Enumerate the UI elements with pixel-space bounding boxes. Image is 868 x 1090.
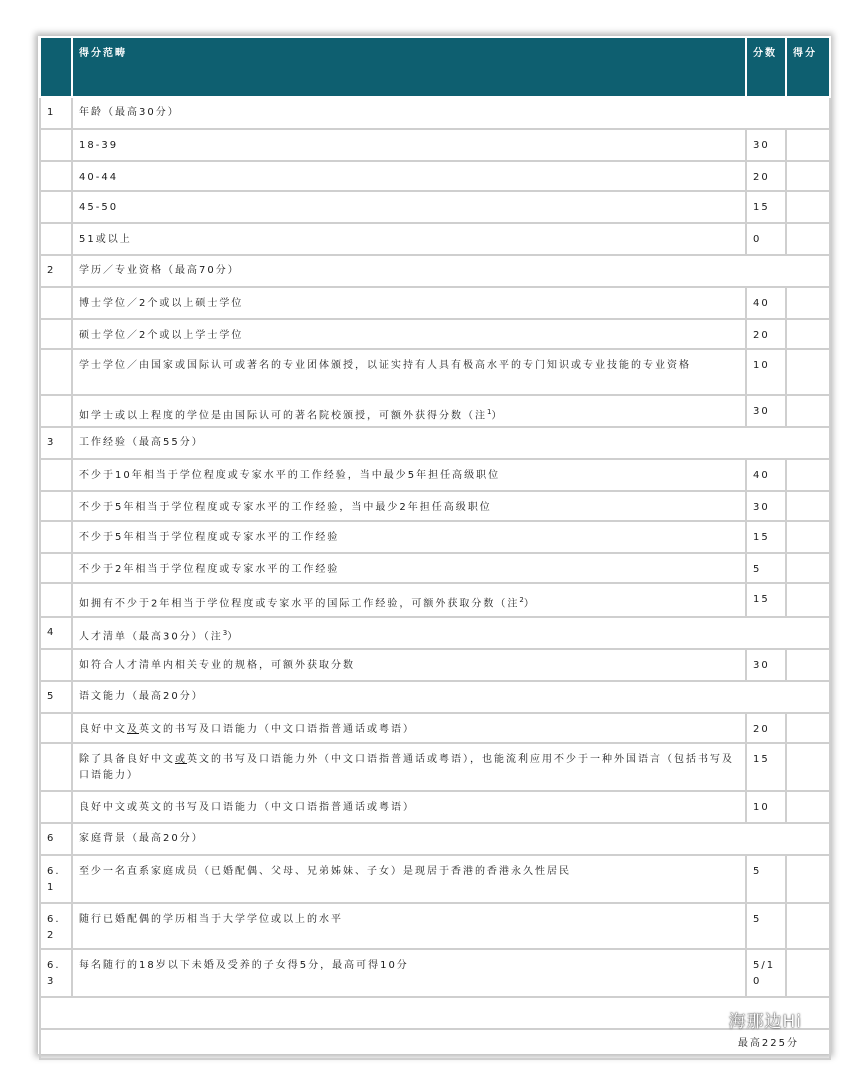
section-title-text: 学历／专业资格（最高70分）	[79, 265, 240, 276]
item-description	[72, 223, 746, 255]
item-description	[72, 287, 746, 319]
item-text: 不少于2年相当于学位程度或专家水平的工作经验	[79, 564, 340, 575]
item-points: 10	[746, 349, 786, 395]
item-row	[40, 855, 830, 903]
item-description	[72, 129, 746, 161]
item-row	[40, 791, 830, 823]
item-points: 5/10	[746, 949, 786, 997]
item-description	[72, 395, 746, 427]
item-points: 15	[746, 743, 786, 791]
section-number: 3	[40, 427, 72, 459]
item-score	[786, 223, 830, 255]
section-title-text: 工作经验（最高55分）	[79, 437, 204, 448]
item-text: 不少于5年相当于学位程度或专家水平的工作经验，当中最少2年担任高级职位	[79, 502, 492, 513]
item-description	[72, 855, 746, 903]
section-number: 2	[40, 255, 72, 287]
section-row	[40, 823, 830, 855]
item-row	[40, 129, 830, 161]
item-number: 6.3	[40, 949, 72, 997]
item-text-tail: 英文的书写及口语能力（中文口语指普通话或粤语）	[139, 724, 415, 735]
section-title	[72, 255, 830, 287]
item-points: 5	[746, 903, 786, 949]
item-score	[786, 553, 830, 583]
item-text: 如拥有不少于2年相当于学位程度或专家水平的国际工作经验，可额外获取分数（注	[79, 598, 520, 610]
item-row	[40, 521, 830, 553]
item-number	[40, 349, 72, 395]
item-text: 随行已婚配偶的学历相当于大学学位或以上的水平	[79, 914, 343, 925]
item-points: 15	[746, 583, 786, 617]
item-row	[40, 223, 830, 255]
item-number	[40, 287, 72, 319]
item-row	[40, 349, 830, 395]
item-number: 6.2	[40, 903, 72, 949]
item-score	[786, 583, 830, 617]
item-description	[72, 649, 746, 681]
watermark-text: 海那边Hi	[728, 1012, 802, 1032]
section-number: 1	[40, 97, 72, 129]
section-title	[72, 681, 830, 713]
item-number	[40, 583, 72, 617]
item-text: 至少一名直系家庭成员（已婚配偶、父母、兄弟姊妹、子女）是现居于香港的香港永久性居民	[79, 866, 571, 877]
item-points: 40	[746, 459, 786, 491]
section-number: 6	[40, 823, 72, 855]
section-title	[72, 823, 830, 855]
header-score: 得分	[786, 37, 830, 97]
item-number	[40, 491, 72, 521]
item-text: 如学士或以上程度的学位是由国际认可的著名院校颁授，可额外获得分数（注	[79, 410, 487, 422]
item-description	[72, 743, 746, 791]
item-score	[786, 949, 830, 997]
underlined-word: 及	[127, 724, 139, 735]
document-page	[38, 36, 830, 1054]
item-points: 10	[746, 791, 786, 823]
item-text: 学士学位／由国家或国际认可或著名的专业团体颁授，以证实持有人具有极高水平的专门知识或专业技能的专业资格	[79, 360, 691, 371]
section-row	[40, 617, 830, 649]
item-points: 20	[746, 161, 786, 191]
item-score	[786, 459, 830, 491]
item-points: 40	[746, 287, 786, 319]
item-description	[72, 791, 746, 823]
header-points: 分数	[746, 37, 786, 97]
item-row	[40, 583, 830, 617]
underlined-word: 或	[175, 754, 187, 765]
section-row	[40, 255, 830, 287]
item-number: 6.1	[40, 855, 72, 903]
header-category: 得分范畴	[72, 37, 746, 97]
item-points: 15	[746, 521, 786, 553]
item-score	[786, 649, 830, 681]
item-number	[40, 743, 72, 791]
item-points: 15	[746, 191, 786, 223]
item-row	[40, 459, 830, 491]
item-text: 不少于10年相当于学位程度或专家水平的工作经验，当中最少5年担任高级职位	[79, 470, 501, 481]
item-text: 不少于5年相当于学位程度或专家水平的工作经验	[79, 532, 340, 543]
item-points: 5	[746, 855, 786, 903]
item-score	[786, 491, 830, 521]
item-number	[40, 553, 72, 583]
points-table	[39, 36, 831, 1060]
item-score	[786, 129, 830, 161]
item-description	[72, 949, 746, 997]
watermark	[700, 1007, 802, 1032]
item-score	[786, 349, 830, 395]
item-points: 30	[746, 129, 786, 161]
item-text-tail: ）	[523, 598, 536, 610]
item-description	[72, 903, 746, 949]
item-number	[40, 161, 72, 191]
total-row	[40, 1029, 830, 1059]
section-number: 4	[40, 617, 72, 649]
item-row	[40, 491, 830, 521]
item-score	[786, 791, 830, 823]
item-text: 40-44	[79, 172, 119, 183]
section-title	[72, 97, 830, 129]
section-row	[40, 97, 830, 129]
item-score	[786, 713, 830, 743]
item-score	[786, 743, 830, 791]
note-marker: 1	[487, 408, 492, 416]
header-num-cell	[40, 37, 72, 97]
item-description	[72, 491, 746, 521]
section-title	[72, 617, 830, 649]
item-description	[72, 161, 746, 191]
total-label: 最高225分	[40, 1029, 830, 1059]
note-marker: 3	[222, 629, 228, 637]
item-points: 20	[746, 713, 786, 743]
item-score	[786, 395, 830, 427]
item-text: 如符合人才清单内相关专业的规格，可额外获取分数	[79, 660, 355, 671]
item-row	[40, 743, 830, 791]
item-text: 博士学位／2个或以上硕士学位	[79, 298, 244, 309]
item-points: 20	[746, 319, 786, 349]
item-row	[40, 713, 830, 743]
section-row	[40, 681, 830, 713]
item-number	[40, 521, 72, 553]
item-text: 18-39	[79, 140, 119, 151]
item-description	[72, 583, 746, 617]
item-score	[786, 161, 830, 191]
section-title-text: 年龄（最高30分）	[79, 107, 180, 118]
item-number	[40, 319, 72, 349]
item-points: 0	[746, 223, 786, 255]
item-row	[40, 649, 830, 681]
section-title-text: 家庭背景（最高20分）	[79, 833, 204, 844]
item-description	[72, 319, 746, 349]
item-text: 良好中文或英文的书写及口语能力（中文口语指普通话或粤语）	[79, 802, 415, 813]
item-score	[786, 903, 830, 949]
item-row	[40, 949, 830, 997]
item-row	[40, 191, 830, 223]
section-row	[40, 427, 830, 459]
item-score	[786, 319, 830, 349]
wechat-icon	[700, 1010, 724, 1030]
item-text: 硕士学位／2个或以上学士学位	[79, 330, 244, 341]
item-text: 51或以上	[79, 234, 132, 245]
section-title-text: 语文能力（最高20分）	[79, 691, 204, 702]
item-text: 每名随行的18岁以下未婚及受养的子女得5分，最高可得10分	[79, 960, 409, 971]
item-score	[786, 521, 830, 553]
item-row	[40, 553, 830, 583]
item-text: 除了具备良好中文	[79, 754, 175, 765]
item-description	[72, 553, 746, 583]
item-description	[72, 713, 746, 743]
item-row	[40, 287, 830, 319]
item-description	[72, 521, 746, 553]
item-number	[40, 223, 72, 255]
item-points: 30	[746, 395, 786, 427]
item-points: 5	[746, 553, 786, 583]
item-score	[786, 855, 830, 903]
item-text: 良好中文	[79, 724, 127, 735]
item-points: 30	[746, 491, 786, 521]
section-title-text: 人才清单（最高30分）（注	[79, 631, 223, 643]
note-marker: 2	[519, 596, 524, 604]
item-description	[72, 349, 746, 395]
section-title-tail: ）	[227, 631, 240, 643]
section-title	[72, 427, 830, 459]
section-number: 5	[40, 681, 72, 713]
item-points: 30	[746, 649, 786, 681]
item-score	[786, 191, 830, 223]
item-row	[40, 903, 830, 949]
item-description	[72, 191, 746, 223]
item-score	[786, 287, 830, 319]
item-number	[40, 459, 72, 491]
item-text-tail: 英文的书写及口语能力外（中文口语指普通话或粤语），也能流利应用不少于一种外国语言（包括书写及口语能力）	[79, 754, 734, 781]
item-number	[40, 395, 72, 427]
item-number	[40, 713, 72, 743]
item-row	[40, 395, 830, 427]
item-number	[40, 129, 72, 161]
item-number	[40, 191, 72, 223]
item-text: 45-50	[79, 202, 119, 213]
item-text-tail: ）	[491, 410, 504, 422]
item-row	[40, 161, 830, 191]
item-number	[40, 791, 72, 823]
table-header-row	[40, 37, 830, 97]
item-row	[40, 319, 830, 349]
item-number	[40, 649, 72, 681]
item-description	[72, 459, 746, 491]
